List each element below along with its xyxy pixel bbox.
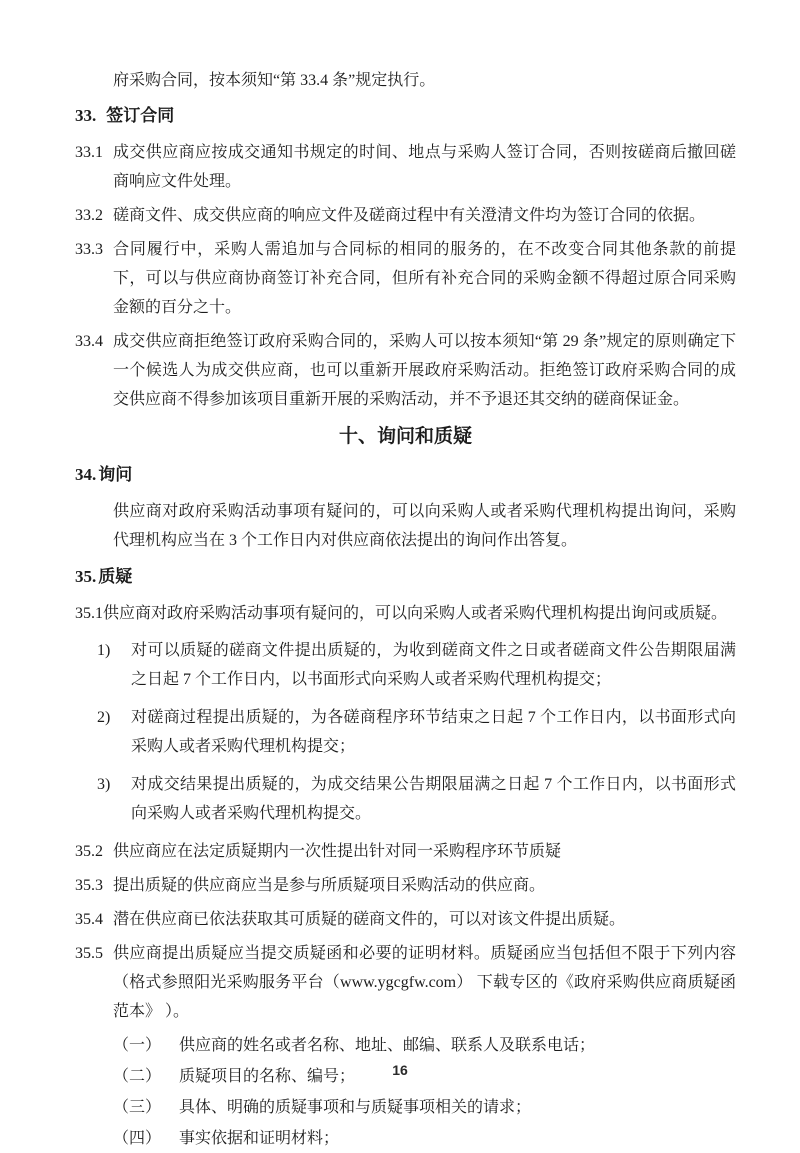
- section-33-heading: [75, 100, 736, 131]
- list-item-3: [113, 1093, 736, 1122]
- list-item-2-number: （二）: [113, 1068, 162, 1085]
- clause-35-5-text: 供应商提出质疑应当提交质疑函和必要的证明材料。质疑函应当包括但不限于下列内容（格式参照阳光采购服务平台（www.ygcgfw.com） 下载专区的《政府采购供应商质疑函范本》 ）。: [113, 945, 736, 1020]
- clause-33-1: [75, 138, 736, 196]
- clause-35-2-text: 供应商应在法定质疑期内一次性提出针对同一采购程序环节质疑: [113, 843, 562, 860]
- clause-35-5: [75, 939, 736, 1026]
- subitem-1-text: 对可以质疑的磋商文件提出质疑的，为收到磋商文件之日或者磋商文件公告期限届满之日起 7 个工作日内，以书面形式向采购人或者采购代理机构提交；: [131, 642, 736, 688]
- clause-33-3-text: 合同履行中，采购人需追加与合同标的相同的服务的，在不改变合同其他条款的前提下，可以与供应商协商签订补充合同，但所有补充合同的采购金额不得超过原合同采购金额的百分之十。: [113, 241, 736, 316]
- clause-33-3-number: 33.3: [75, 241, 103, 258]
- page-number: 16: [392, 1062, 408, 1078]
- clause-33-4: [75, 327, 736, 414]
- chapter-10-heading: 十、询问和质疑: [338, 426, 472, 447]
- subitem-3: [97, 770, 736, 828]
- list-item-3-text: 具体、明确的质疑事项和与质疑事项相关的请求；: [179, 1099, 532, 1116]
- clause-35-3-number: 35.3: [75, 877, 103, 894]
- clause-33-4-text: 成交供应商拒绝签订政府采购合同的，采购人可以按本须知“第 29 条”规定的原则确定下一个候选人为成交供应商，也可以重新开展政府采购活动。拒绝签订政府采购合同的成交供应商不得参加该项目重新开展的采购活动，并不予退还其交纳的磋商保证金。: [113, 333, 736, 408]
- clause-33-1-number: 33.1: [75, 144, 103, 161]
- subitem-2-text: 对磋商过程提出质疑的，为各磋商程序环节结束之日起 7 个工作日内，以书面形式向采购人或者采购代理机构提交；: [131, 709, 736, 755]
- list-item-1-number: （一）: [113, 1037, 162, 1054]
- clause-35-4-text: 潜在供应商已依法获取其可质疑的磋商文件的，可以对该文件提出质疑。: [113, 911, 626, 928]
- clause-35-4: [75, 905, 736, 934]
- subitem-2-number: 2): [97, 709, 111, 726]
- list-item-1-text: 供应商的姓名或者名称、地址、邮编、联系人及联系电话；: [179, 1037, 596, 1054]
- section-35-heading-title: 质疑: [98, 567, 133, 586]
- list-item-3-number: （三）: [113, 1099, 162, 1116]
- section-34-body: 供应商对政府采购活动事项有疑问的，可以向采购人或者采购代理机构提出询问，采购代理机构应当在 3 个工作日内对供应商依法提出的询问作出答复。: [113, 503, 736, 549]
- clause-35-2: [75, 837, 736, 866]
- section-33-heading-number: 33.: [75, 106, 97, 125]
- clause-33-1-text: 成交供应商应按成交通知书规定的时间、地点与采购人签订合同，否则按磋商后撤回磋商响应文件处理。: [113, 144, 736, 190]
- list-item-4-text: 事实依据和证明材料；: [179, 1130, 340, 1147]
- list-item-1: [113, 1031, 736, 1060]
- section-34-heading-title: 询问: [98, 465, 133, 484]
- clause-33-4-number: 33.4: [75, 333, 103, 350]
- clause-35-3-text: 提出质疑的供应商应当是参与所质疑项目采购活动的供应商。: [113, 877, 546, 894]
- clause-35-1-text: 35.1供应商对政府采购活动事项有疑问的，可以向采购人或者采购代理机构提出询问或质疑。: [75, 605, 728, 622]
- subitem-3-number: 3): [97, 776, 111, 793]
- clause-33-2-text: 磋商文件、成交供应商的响应文件及磋商过程中有关澄清文件均为签订合同的依据。: [113, 207, 706, 224]
- section-34-heading-number: 34.: [75, 465, 97, 484]
- clause-33-2: [75, 201, 736, 230]
- section-34-heading: [75, 459, 736, 490]
- list-item-4-number: （四）: [113, 1130, 162, 1147]
- subitem-1-number: 1): [97, 642, 111, 659]
- subitem-3-text: 对成交结果提出质疑的，为成交结果公告期限届满之日起 7 个工作日内，以书面形式向采购人或者采购代理机构提交。: [131, 776, 736, 822]
- section-35-heading-number: 35.: [75, 567, 97, 586]
- clause-35-5-number: 35.5: [75, 945, 103, 962]
- list-item-2-text: 质疑项目的名称、编号；: [179, 1068, 356, 1085]
- clause-35-4-number: 35.4: [75, 911, 103, 928]
- clause-33-3: [75, 235, 736, 322]
- list-item-4: [113, 1124, 736, 1153]
- clause-33-2-number: 33.2: [75, 207, 103, 224]
- paragraph-continuation: 府采购合同，按本须知“第 33.4 条”规定执行。: [113, 72, 436, 89]
- section-33-heading-title: 签订合同: [106, 106, 175, 125]
- subitem-2: [97, 703, 736, 761]
- subitem-1: [97, 636, 736, 694]
- clause-35-3: [75, 871, 736, 900]
- section-35-heading: [75, 561, 736, 592]
- clause-35-2-number: 35.2: [75, 843, 103, 860]
